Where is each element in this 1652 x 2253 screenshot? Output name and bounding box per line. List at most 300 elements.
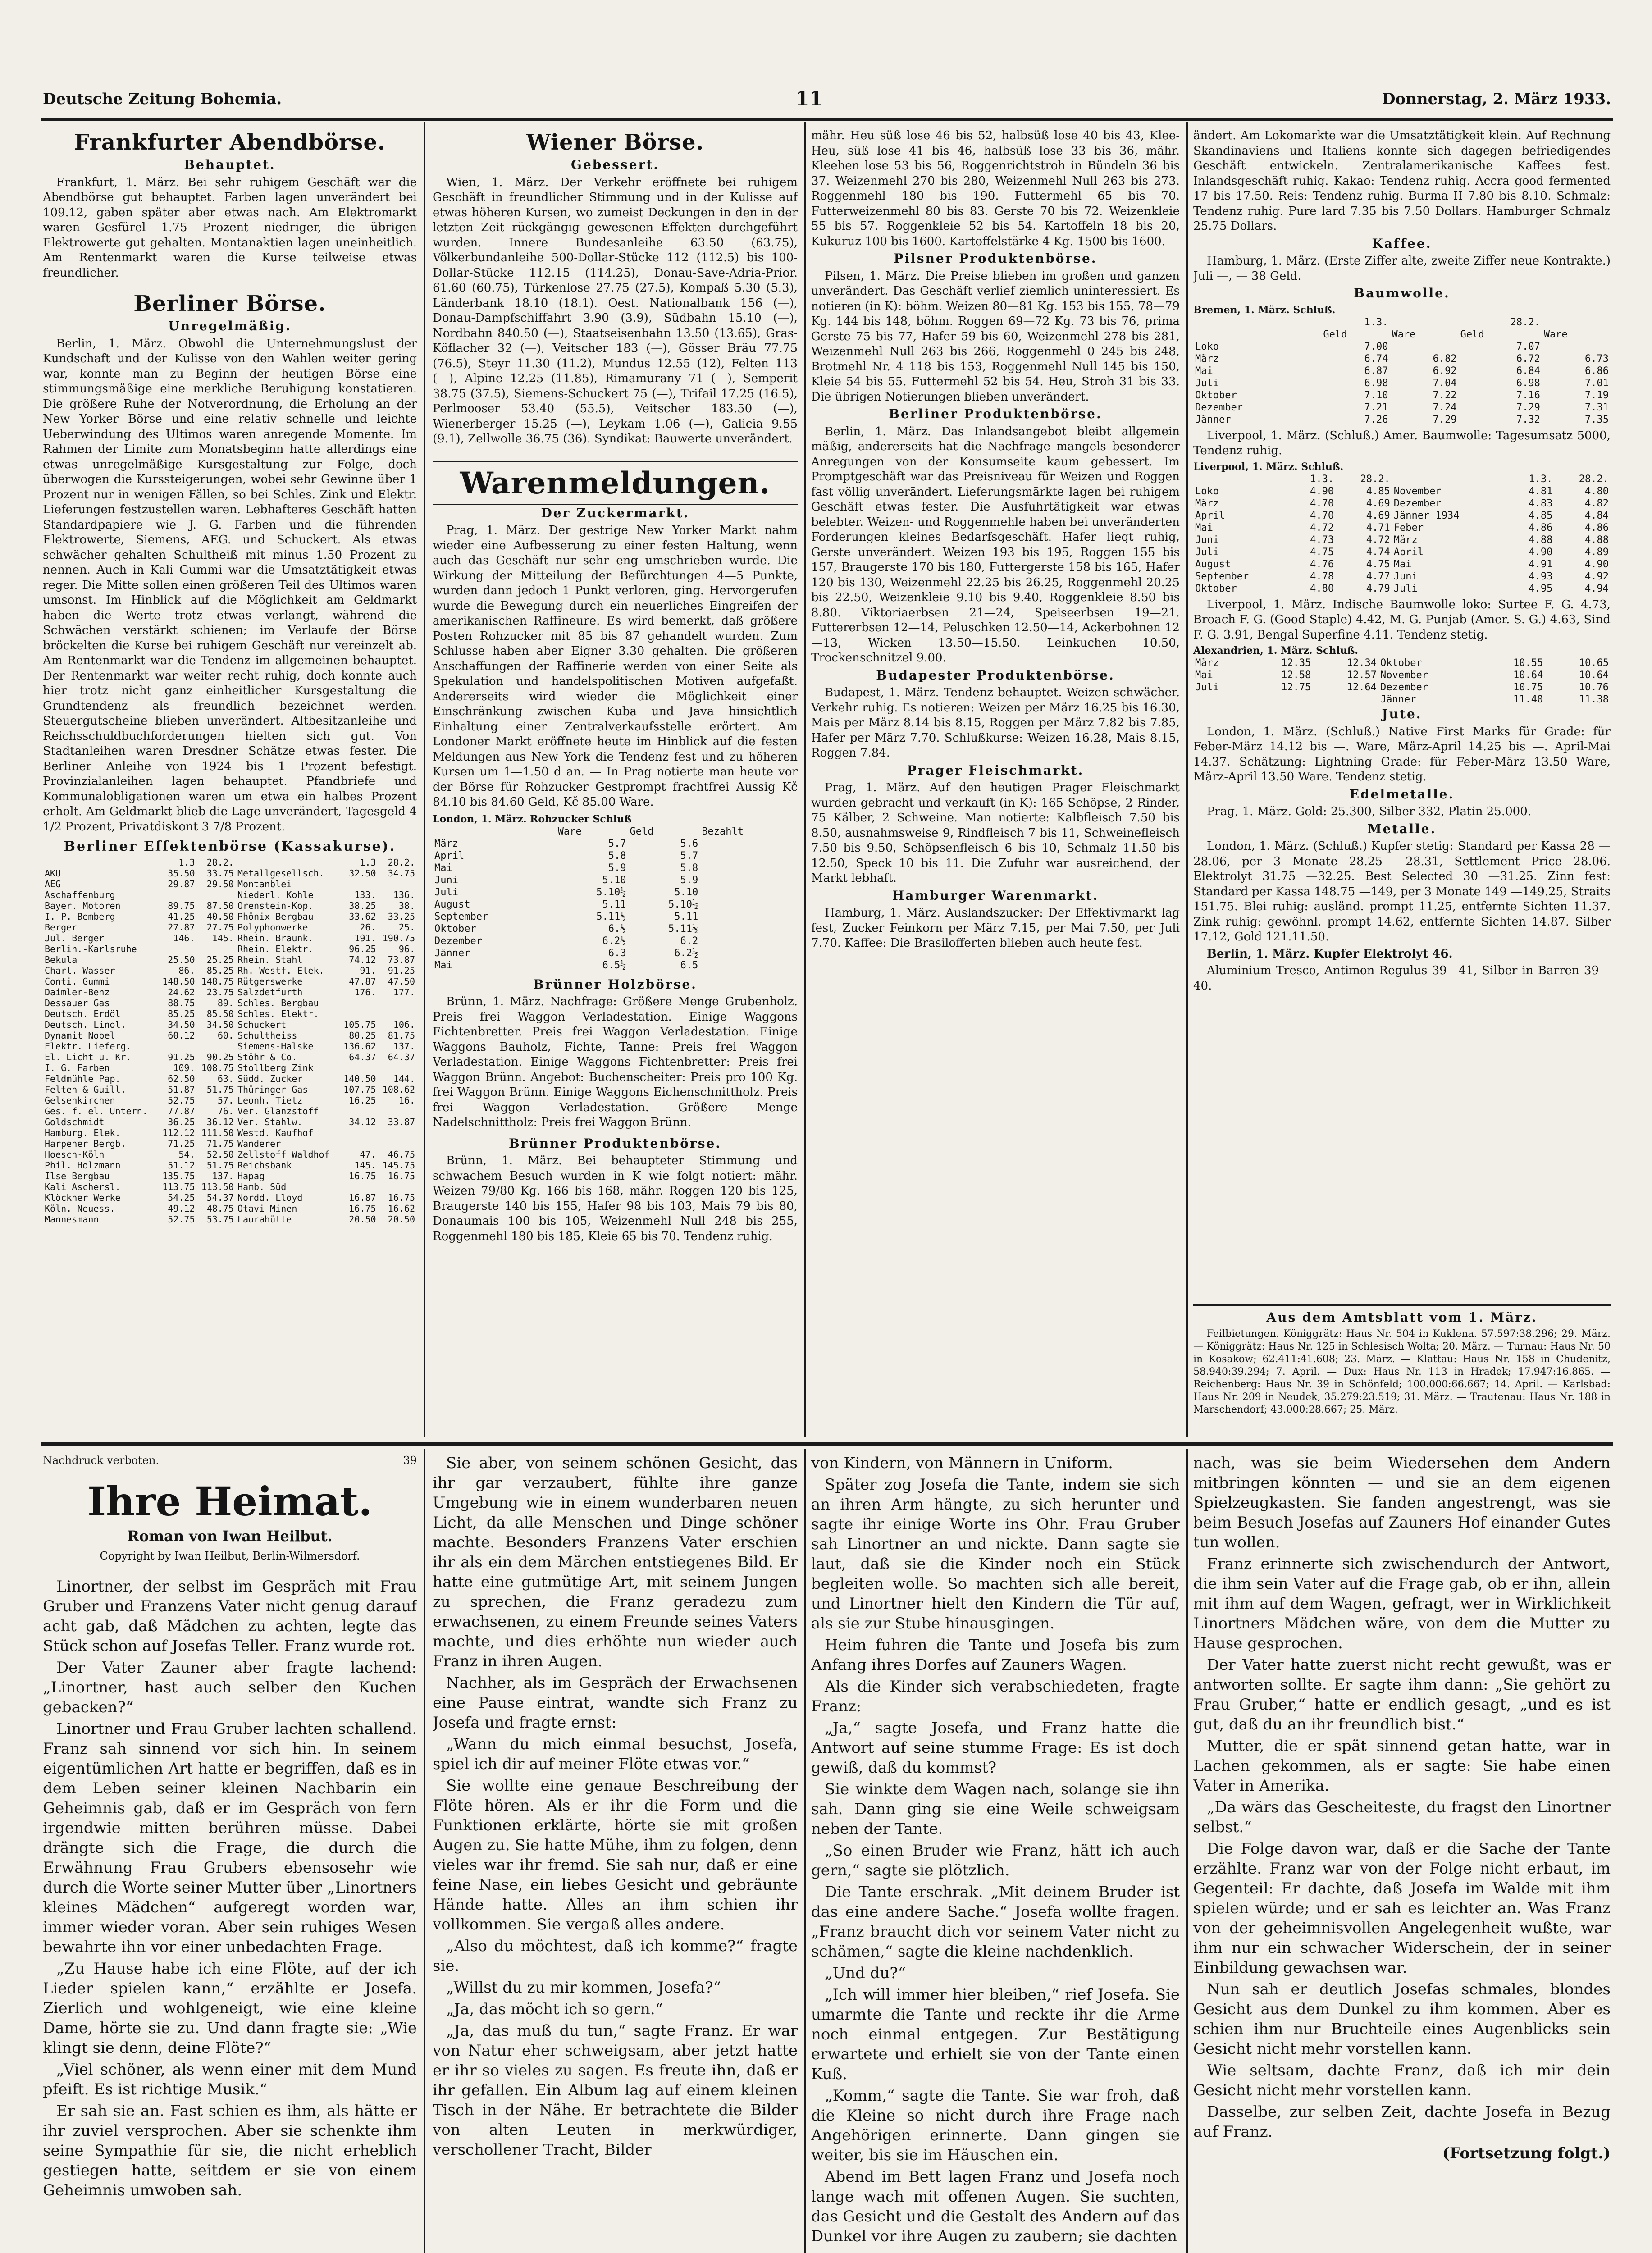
reprint-notice: Nachdruck verboten. (43, 1454, 160, 1467)
table-cell: 57. (217, 1095, 234, 1106)
novel-paragraph: Mutter, die er spät sinnend getan hatte, war in Lachen gekommen, als er sagte: Sie habe einen Vater in Amerika. (1193, 1737, 1611, 1795)
table-cell: Stöhr & Co. (237, 1051, 297, 1063)
table-cell: 7.04 (1433, 377, 1457, 389)
table-cell: 108.75 (201, 1062, 234, 1073)
table-row (43, 922, 417, 933)
table-cell (700, 874, 798, 886)
table-cell: 7.00 (1364, 341, 1388, 352)
table-cell: November (1380, 670, 1428, 681)
table-row (1193, 377, 1611, 389)
table-header-cell: Geld (1323, 328, 1347, 340)
table-cell: 89. (217, 997, 234, 1008)
table-cell: 34.50 (168, 1019, 195, 1030)
novel-paragraph: Abend im Bett lagen Franz und Josefa noch lange wach mit offenen Augen. Sie suchten, das Gesicht und die Gestalt des Andern auf das Dunkel vor ihre Augen zu zaubern; sie dachten (811, 2168, 1180, 2245)
table-cell: 6.73 (1585, 353, 1609, 365)
novel-paragraph: „Und du?“ (825, 1964, 906, 1982)
novel-paragraph: Franz erinnerte sich zwischendurch der Antwort, die ihm sein Vater auf die Frage gab, ob er ihn, allein mit ihm auf dem Wagen, gefragt, wer in Wirklichkeit Linortners Mädchen wäre, von dem die Mutter zu Hause gesprochen. (1193, 1555, 1611, 1652)
table-cell: 91. (360, 965, 376, 976)
table-cell: 7.10 (1364, 389, 1388, 401)
table-cell (1390, 341, 1458, 353)
novel-paragraph: Die Folge davon war, daß er die Sache der Tante erzählte. Franz war von der Folge nicht erbaut, im Gegenteil: Er dachte, daß Josefa im Walde mit ihm spielen würde; und er sah es leichter an. Was Franz von der geheimnisvollen Angelegenheit wußte, war ihm nur ein schwacher Widerschein, der in seiner Einbildung gewachsen war. (1193, 1840, 1611, 1977)
table-cell: Conti. Gummi (45, 976, 110, 987)
table-row (433, 935, 798, 947)
novel-column-1 (43, 1453, 417, 2253)
table-cell: 4.73 (1310, 534, 1334, 546)
table-cell: 10.55 (1513, 657, 1543, 669)
novel-paragraph: Dasselbe, zur selben Zeit, dachte Josefa in Bezug auf Franz. (1193, 2103, 1611, 2141)
table-cell: Dezember (1393, 497, 1442, 509)
table-cell: 54. (178, 1149, 195, 1160)
column-produkten (811, 128, 1180, 1437)
table-row (43, 1106, 417, 1117)
table-row (43, 987, 417, 998)
article-text: ändert. Am Lokomarkte war die Umsatztätigkeit klein. Auf Rechnung Skandinaviens und Italiens konnte sich dagegen befriedigendes Geschäft entwickeln. Zentralamerikanische Kaffees fest. Inlandsgeschäft ruhig. Kakao: Tendenz ruhig. Accra good fermented 17 bis 17.50. Reis: Tendenz ruhig. Burma II 7.80 bis 8.10. Schmalz: Tendenz ruhig. Pure lard 7.35 bis 7.50 Dollars. Hamburger Schmalz 25.75 Dollars. (1193, 129, 1611, 233)
table-cell: 6.3 (608, 947, 626, 959)
table-cell: 96.25 (349, 943, 376, 954)
table-cell: April (434, 850, 465, 862)
table-cell: I. P. Bemberg (45, 911, 115, 922)
issue-date: Donnerstag, 2. März 1933. (1382, 90, 1611, 108)
article-text: London, 1. März. (Schluß.) Kupfer stetig: Standard per Kassa 28 —28.06, per 3 Monate 28.25 —28.31, Settlement Price 28.06. Elektrolyt 31.75 —32.25. Best Selected 30 —31.25. Zinn fest: Standard per Kassa 148.75 —149, per 3 Monate 149 —149.25, Straits 151.75. Blei ruhig: ausländ. prompt 11.25, entfernte Sichten 11.37. Zink ruhig: gewöhnl. prompt 14.62, entfernte Sichten 14.87. Silber 17.12, Gold 121.11.50. (1193, 839, 1611, 944)
table-row (43, 1160, 417, 1171)
table-cell: 111.50 (201, 1127, 234, 1138)
table-cell: 4.80 (1310, 583, 1334, 594)
table-cell: 191. (354, 932, 376, 944)
table-cell: 16.87 (349, 1192, 376, 1203)
table-cell: 25. (398, 921, 415, 933)
article-text: Feilbietungen. Königgrätz: Haus Nr. 504 in Kuklena. 57.597:38.296; 29. März. — Königgrätz: Haus Nr. 125 in Schlesisch Wolta; 20. März. — Turnau: Haus Nr. 50 in Kosakow; 62.411:41.608; 23. März. — Klattau: Haus Nr. 158 in Chudenitz, 58.940:39.294; 7. April. — Dux: Haus Nr. 113 in Hradek; 17.947:16.865. — Reichenberg: Haus Nr. 39 in Schönfeld; 100.000:66.667; 14. April. — Karlsbad: Haus Nr. 209 in Neudek, 35.279:23.519; 31. März. — Trautenau: Haus Nr. 188 in Marschendorf; 43.000:28.667; 25. März. (1193, 1328, 1611, 1415)
table-cell: 16.25 (349, 1095, 376, 1106)
subheading: Brünner Holzbörse. (533, 976, 697, 992)
table-row (43, 889, 417, 900)
table-row (1193, 583, 1611, 595)
table-cell: 33.25 (388, 911, 415, 922)
table-cell (700, 911, 798, 923)
table-cell: Gelsenkirchen (45, 1095, 115, 1106)
table-cell: 48.75 (206, 1203, 234, 1214)
table-cell: 4.86 (1529, 522, 1553, 534)
table-cell (197, 944, 236, 954)
table-cell: 7.31 (1585, 401, 1609, 413)
heading-frankfurt: Frankfurter Abendbörse. (74, 130, 386, 155)
table-header-cell: 28.2. (206, 857, 234, 868)
table-cell: Stollberg Zink (237, 1062, 314, 1073)
table-cell: Jänner (1195, 414, 1231, 425)
table-cell: Rhein. Braunk. (237, 932, 314, 944)
article-text: Hamburg, 1. März. (Erste Ziffer alte, zweite Ziffer neue Kontrakte.) Juli —, — 38 Geld. (1193, 254, 1611, 283)
novel-paragraph: Linortner und Frau Gruber lachten schallend. Franz sah sinnend vor sich hin. In seinem eigentümlichen Art hatte er begriffen, daß es in dem Leben seiner kleinen Nachbarin ein Geheimnis gab, daß er im Gespräch von fern irgendwie mitten berühren müsse. Dabei drängte sich die Frage, die durch die Erwähnung Frau Grubers ebensosehr wie durch die Worte seiner Mutter über „Linortners kleines Mädchen“ aufgeregt worden war, immer wieder voran. Aber sein ruhiges Wesen bewahrte ihn vor einer unbedachten Frage. (43, 1720, 417, 1956)
table-cell (158, 944, 196, 954)
table-cell: 10.75 (1513, 682, 1543, 693)
table-header-cell: Ware (1543, 328, 1568, 340)
table-cell: 6.98 (1516, 377, 1540, 389)
table-cell: 5.10½ (668, 898, 698, 910)
table-cell: El. Licht u. Kr. (45, 1051, 132, 1063)
table-cell: Metallgesellsch. (237, 867, 324, 879)
table-cell: 12.58 (1281, 670, 1311, 681)
column-divider (804, 122, 806, 1437)
table-cell (378, 1138, 417, 1149)
article-text: Berlin, 1. März. Obwohl die Unternehmungslust der Kundschaft und der Kulisse von den Wahlen weiter gering war, konnte man zu Beginn der heutigen Börse eine stimmungsmäßige eine merkliche Beruhigung konstatieren. Die größere Ruhe der Notverordnung, die Erholung an der New Yorker Börse und eine relativ schnelle und leichte Ueberwindung des Ultimos waren anregende Momente. Im Rahmen der Limite zum Monatsbeginn hatte allerdings eine etwas unregelmäßige Kursgestaltung zur Folge, doch überwogen die Kurssteigerungen, wobei sehr Gewinne über 1 Prozent nur in wenigen Fällen, so bei Schles. Zink und Elektr. Lieferungen festzustellen waren. Lebhafteres Geschäft hatten Standardpapiere wie J. G. Farben und die führenden Elektrowerte, Siemens, AEG. und Schuckert. Als etwas schwächer gehalten Schultheiß mit minus 1.50 Prozent zu nennen. Auch in Kali Gummi war die Umsatztätigkeit etwas reger. Die Mitte sollen einen größeren Teil des Ultimos waren umsonst. Im Hinblick auf die Möglichkeit am Geldmarkt haben die Werte trotz etwas verlangt, während die Schwächen verstärkt schienen; im Verlaufe der Börse bröckelten die Kurse bei ruhigem Geschäft nur vereinzelt ab. Am Rentenmarkt war die Tendenz im allgemeinen behauptet. Der Rentenmarkt war weiter recht ruhig, doch konnte auch hier trotz nicht ganz einheitlicher Kursgestaltung die Grundtendenz als freundlich bezeichnet werden. Steuergutscheine blieben unverändert. Altbesitzanleihe und Reichsschuldbuchforderungen hielten sich gut. Von Stadtanleihen waren Dresdner Schätze etwas fester. Die Berliner Anleihe von 1924 bis 1 Prozent befestigt. Provinzialanleihen lagen behauptet. Pfandbriefe und Kommunalobligationen waren um etwa ein halbes Prozent erholt. Am Geldmarkt blieb die Lage unverändert, Tagesgeld 4 1/2 Prozent, Privatdiskont 3 7/8 Prozent. (43, 337, 417, 834)
table-row (1193, 353, 1611, 365)
table-cell: Ges. f. el. Untern. (45, 1105, 148, 1117)
table-cell: August (434, 898, 470, 910)
table-cell: 136.62 (343, 1040, 376, 1052)
table-cell (378, 879, 417, 889)
table-cell: 36.25 (168, 1116, 195, 1127)
table-row (1193, 341, 1611, 353)
table-header-cell: Geld (630, 825, 654, 837)
table-row (43, 944, 417, 954)
subheading: Pilsner Produktenbörse. (894, 251, 1097, 266)
table-cell: Jul. Berger (45, 932, 105, 944)
table-row (1193, 669, 1611, 681)
table-cell: 4.69 (1366, 497, 1390, 509)
article-text: Prag, 1. März. Auf den heutigen Prager Fleischmarkt wurden gebracht und verkauft (in K): 165 Schöpse, 2 Rinder, 75 Kälber, 2 Schweine. Man notierte: Kalbfleisch 7.50 bis 8.50, ausnahmsweise 9, Rindfleisch 7 bis 11, Schweinefleisch 7.50 bis 9.50, Schöpsenfleisch 6 bis 10, Schmalz 11.50 bis 12.50, Speck 10 bis 11. Die Zufuhr war ausreichend, der Markt lebhaft. (811, 781, 1180, 885)
table-row (43, 976, 417, 987)
table-cell: März (1195, 497, 1219, 509)
table-cell: Südd. Zucker (237, 1073, 303, 1084)
bremen-title: Bremen, 1. März. Schluß. (1193, 304, 1336, 316)
table-cell: 145. (354, 1159, 376, 1171)
table-cell: 90.25 (206, 1051, 234, 1063)
table-cell: Westd. Kaufhof (237, 1127, 314, 1138)
table-cell (339, 879, 378, 889)
table-row (433, 947, 798, 959)
table-cell: 60.12 (168, 1030, 195, 1041)
table-cell: Mai (434, 959, 452, 971)
table-cell: 145. (212, 932, 234, 944)
table-row (1193, 365, 1611, 377)
table-cell: 5.9 (680, 874, 698, 886)
novel-paragraph: Wie seltsam, dachte Franz, daß ich mir dein Gesicht nicht mehr vorstellen kann. (1193, 2061, 1611, 2099)
paper-name: Deutsche Zeitung Bohemia. (43, 90, 282, 108)
table-cell: 4.86 (1585, 522, 1609, 534)
table-cell: Juni (1195, 534, 1219, 546)
table-row (43, 1019, 417, 1030)
table-cell: 47.87 (349, 976, 376, 987)
table-cell (700, 886, 798, 898)
subheading: Kaffee. (1372, 236, 1432, 251)
novel-column-2 (433, 1453, 798, 2253)
table-cell: 85.25 (206, 965, 234, 976)
table-cell: 145.75 (382, 1159, 415, 1171)
table-cell: Rhein. Elektr. (237, 943, 314, 954)
table-row (43, 965, 417, 976)
table-cell: 16.75 (349, 1170, 376, 1181)
table-cell: Klöckner Werke (45, 1192, 121, 1203)
section-rule (41, 1442, 1613, 1446)
table-cell: 47. (360, 1149, 376, 1160)
table-cell: 71.25 (168, 1138, 195, 1149)
table-cell: August (1195, 558, 1231, 570)
heading-berlin: Berliner Börse. (133, 291, 326, 316)
table-cell: Felten & Guill. (45, 1084, 126, 1095)
table-row (43, 1138, 417, 1149)
table-cell: Dezember (1380, 682, 1428, 693)
table-row (43, 998, 417, 1008)
table-cell: 85.50 (206, 1008, 234, 1019)
table-cell: 91.25 (168, 1051, 195, 1063)
table-cell: Dezember (434, 935, 482, 947)
table-cell: 34.50 (206, 1019, 234, 1030)
table-cell: 6.84 (1516, 365, 1540, 377)
novel-column-3 (811, 1453, 1180, 2253)
table-cell: 11.38 (1579, 694, 1609, 705)
table-cell: 6.87 (1364, 365, 1388, 377)
table-cell: 6.86 (1585, 365, 1609, 377)
article-text: Liverpool, 1. März. (Schluß.) Amer. Baumwolle: Tagesumsatz 5000, Tendenz ruhig. (1193, 429, 1611, 457)
table-cell: Bayer. Motoren (45, 900, 121, 911)
table-cell: Deutsch. Linol. (45, 1019, 126, 1030)
table-cell: 4.93 (1529, 570, 1553, 582)
masthead-rule (41, 118, 1613, 121)
table-cell: Schles. Bergbau (237, 997, 319, 1008)
table-cell: 88.75 (168, 997, 195, 1008)
table-cell: Polyphonwerke (237, 921, 308, 933)
table-cell: 12.64 (1346, 682, 1377, 693)
subheading: Hamburger Warenmarkt. (892, 888, 1099, 903)
table-cell: April (1195, 510, 1225, 521)
table-row (43, 1063, 417, 1073)
table-cell: 6.74 (1364, 353, 1388, 365)
table-cell: 5.6 (680, 838, 698, 849)
table-row (1193, 546, 1611, 558)
table-header-cell: 28.2. (1360, 473, 1390, 485)
table-cell: Otavi Minen (237, 1203, 297, 1214)
subheading: Brünner Produktenbörse. (508, 1136, 722, 1151)
column-frankfurt-berlin (43, 128, 417, 1437)
table-cell: Mannesmann (45, 1213, 99, 1225)
table-cell: Hapag (237, 1170, 265, 1181)
novel-author: Roman von Iwan Heilbut. (127, 1528, 333, 1545)
table-cell (339, 998, 378, 1008)
table-row (433, 838, 798, 850)
table-cell (339, 1127, 378, 1138)
table-cell: Ver. Glanzstoff (237, 1105, 319, 1117)
liverpool-table (1193, 473, 1611, 595)
london-sugar-table (433, 825, 798, 971)
article-text: Wien, 1. März. Der Verkehr eröffnete bei ruhigem Geschäft in freundlicher Stimmung und in der Kulisse auf etwas höheren Kursen, wo zumeist Deckungen in den in der letzten Zeit rückgängig gewesenen Effekten durchgeführt wurden. Innere Bundesanleihe 63.50 (63.75), Völkerbundanleihe 500-Dollar-Stücke 112 (112.5) bis 100-Dollar-Stücke 112.15 (114.25), Donau-Save-Adria-Prior. 61.60 (60.75), Türkenlose 27.75 (27.5), Kompaß 5.30 (5.3), Länderbank 18.10 (18.1). Oest. Nationalbank 156 (—), Donau-Dampfschiffahrt 3.90 (3.9), Südbahn 15.10 (—), Nordbahn 840.50 (—), Staatseisenbahn 13.50 (13.65), Gras-Köflacher 32 (—), Veitscher 183 (—), Gösser Bräu 77.75 (76.5), Steyr 11.30 (11.2), Mundus 12.55 (12), Felten 113 (—), Alpine 12.25 (11.85), Rimamurany 71 (—), Semperit 38.75 (37.5), Siemens-Schuckert 75 (—), Trifail 17.25 (16.5), Perlmooser 53.40 (55.5), Veitscher 183.50 (—), Wienerberger 15.25 (—), Leykam 1.06 (—), Galicia 9.55 (9.1), Zellwolle 36.75 (36). Syndikat: Bauwerte unverändert. (433, 175, 798, 446)
novel-paragraph: Linortner, der selbst im Gespräch mit Frau Gruber und Franzens Vater nicht genug darauf acht gab, daß Mädchen zu achten, legte das Stück schon auf Josefas Teller. Franz wurde rot. (43, 1578, 417, 1655)
table-cell: 146. (173, 932, 195, 944)
table-cell: 53.75 (206, 1213, 234, 1225)
heading-warenmeldungen: Warenmeldungen. (433, 461, 798, 505)
table-cell: Laurahütte (237, 1213, 292, 1225)
subheading: Unregelmäßig. (168, 319, 292, 333)
table-cell: 6.½ (608, 923, 626, 935)
article-text: Aluminium Tresco, Antimon Regulus 39—41, Silber in Barren 39—40. (1193, 964, 1611, 993)
table-cell: 6.72 (1516, 353, 1540, 365)
table-cell: 52.75 (168, 1213, 195, 1225)
liverpool-title: Liverpool, 1. März. Schluß. (1193, 461, 1344, 473)
table-cell: 16.75 (388, 1170, 415, 1181)
table-cell: 36.12 (206, 1116, 234, 1127)
table-header-cell: 1.3. (1529, 473, 1553, 485)
table-cell: 29.50 (206, 878, 234, 889)
table-cell: 137. (393, 1040, 415, 1052)
table-cell: 6.5 (680, 959, 698, 971)
table-cell: 106. (393, 1019, 415, 1030)
table-cell: Ver. Stahlw. (237, 1116, 303, 1127)
novel-paragraph: Der Vater hatte zuerst nicht recht gewußt, was er antworten sollte. Er sagte ihm dann: „Sie gehört zu Frau Gruber,“ hatte er endlich gesagt, „und es ist gut, daß du an ihr freundlich bist.“ (1193, 1656, 1611, 1733)
table-row (43, 1181, 417, 1192)
table-cell: 5.10 (602, 874, 626, 886)
table-cell: 5.10 (674, 886, 698, 898)
table-row (43, 900, 417, 911)
table-header-cell (236, 857, 339, 868)
table-cell: 4.71 (1366, 522, 1390, 534)
table-cell: 60. (217, 1030, 234, 1041)
heading-wien: Wiener Börse. (526, 130, 704, 155)
table-cell: Juli (434, 886, 458, 898)
table-cell: 91.25 (388, 965, 415, 976)
subheading: Budapester Produktenbörse. (876, 667, 1115, 683)
table-header-cell (1193, 328, 1321, 341)
table-row (43, 1008, 417, 1019)
table-header-cell (1193, 316, 1321, 328)
table-cell: 64.37 (388, 1051, 415, 1063)
table-cell: Hamb. Süd (237, 1181, 287, 1192)
table-cell: 11.40 (1513, 694, 1543, 705)
table-cell: 4.82 (1585, 497, 1609, 509)
table-cell: Juli (1195, 682, 1219, 693)
table-cell: Reichsbank (237, 1159, 292, 1171)
table-cell: 5.11½ (668, 923, 698, 935)
table-cell: 33.75 (206, 867, 234, 879)
table-cell: 4.78 (1310, 570, 1334, 582)
table-cell: 12.34 (1346, 657, 1377, 669)
table-cell: Rhein. Stahl (237, 954, 303, 965)
table-cell: Schultheiss (237, 1030, 297, 1041)
table-header-cell (43, 857, 158, 868)
novel-paragraph: „Also du möchtest, daß ich komme?“ fragte sie. (433, 1937, 798, 1975)
table-cell: 7.01 (1585, 377, 1609, 389)
article-text: Brünn, 1. März. Bei behaupteter Stimmung und schwachem Besuch wurden in K wie folgt notiert: mähr. Weizen 79/80 Kg. 166 bis 168, mähr. Roggen 120 bis 125, Braugerste 140 bis 155, Hafer 98 bis 103, Mais 79 bis 80, Donaumais 100 bis 105, Weizenmehl Null 248 bis 255, Roggenmehl 180 bis 185, Kleie 65 bis 70. Tendenz ruhig. (433, 1154, 798, 1243)
table-cell: April (1393, 546, 1424, 558)
table-cell (197, 1041, 236, 1052)
subheading: Edelmetalle. (1349, 786, 1455, 802)
table-cell (700, 838, 798, 850)
table-cell: 41.25 (168, 911, 195, 922)
table-cell: Siemens-Halske (237, 1040, 314, 1052)
subheading: Gebessert. (571, 157, 659, 172)
table-cell: 109. (173, 1062, 195, 1073)
novel-paragraph: „Willst du zu mir kommen, Josefa?“ (446, 1979, 721, 1997)
table-cell: Berlin.-Karlsruhe (45, 943, 137, 954)
page-number: 11 (795, 87, 823, 110)
table-cell: Salzdetfurth (237, 986, 303, 998)
subheading: Jute. (1382, 707, 1422, 721)
table-cell: 74.12 (349, 954, 376, 965)
table-cell (339, 1008, 378, 1019)
table-header-cell (1193, 473, 1290, 485)
table-cell: Thüringer Gas (237, 1084, 308, 1095)
table-cell: Bekula (45, 954, 78, 965)
table-cell: 10.76 (1579, 682, 1609, 693)
table-cell: Dessauer Gas (45, 997, 110, 1008)
table-cell: 107.75 (343, 1084, 376, 1095)
table-cell: 51.75 (206, 1084, 234, 1095)
table-cell: 35.50 (168, 867, 195, 879)
table-cell: September (434, 911, 488, 922)
subheading: Behauptet. (184, 157, 276, 172)
novel-paragraph: Sie aber, von seinem schönen Gesicht, das ihr gar verzaubert, fühlte ihre ganze Umgebung wie in einem wunderbaren neuen Licht, da alle Menschen und Dinge schöner machte. Besonders Franzens Vater erschien ihr als ein dem Märchen entstiegenes Bild. Er hatte eine gutmütige Art, mit seinem Jungen zu sprechen, die Franz geradezu zum erwachsenen, zu einem Freunde seines Vaters machte, und dies erhöhte nun wieder auch Franz in ihren Augen. (433, 1454, 798, 1670)
table-cell: 62.50 (168, 1073, 195, 1084)
table-cell (700, 862, 798, 874)
table-cell: Hamburg. Elek. (45, 1127, 121, 1138)
table-row (43, 1192, 417, 1203)
novel-paragraph: „Ja, das muß du tun,“ sagte Franz. Er war von Natur eher schweigsam, aber jetzt hatte er ihr so vieles zu sagen. Es freute ihn, daß er ihr gefallen. Ein Album lag auf einem kleinen Tisch in der Nähe. Er betrachtete die Bilder von alten Leuten in merkwürdiger, verschollener Tracht, Bilder (433, 2022, 798, 2159)
table-row (43, 1117, 417, 1127)
table-cell: 144. (393, 1073, 415, 1084)
novel-paragraph: „Komm,“ sagte die Tante. Sie war froh, daß die Kleine so nicht durch ihre Frage nach Angehörigen erinnerte. Dann gingen sie weiter, bis sie im Häuschen ein. (811, 2087, 1180, 2164)
table-row (1193, 497, 1611, 510)
novel-paragraph: Die Tante erschrak. „Mit deinem Bruder ist das eine andere Sache.“ Josefa wollte fragen. „Franz braucht dich vor seinem Vater nicht zu schämen,“ sagte die kleine nachdenklich. (811, 1883, 1180, 1961)
table-cell: 20.50 (349, 1213, 376, 1225)
table-cell: 4.75 (1366, 558, 1390, 570)
table-row (1193, 401, 1611, 414)
table-cell: 4.89 (1585, 546, 1609, 558)
table-cell: 7.26 (1364, 414, 1388, 425)
table-cell: AEG (45, 878, 61, 889)
table-cell: Dynamit Nobel (45, 1030, 115, 1041)
table-cell: 51.75 (206, 1159, 234, 1171)
table-cell: 4.81 (1529, 485, 1553, 497)
table-cell: 4.92 (1585, 570, 1609, 582)
table-cell (700, 850, 798, 862)
alexandria-table (1193, 657, 1611, 706)
table-row (43, 1095, 417, 1106)
table-cell: 4.76 (1310, 558, 1334, 570)
table-cell: 6.92 (1433, 365, 1457, 377)
table-cell: Feber (1393, 522, 1424, 534)
amtsblatt-rule (1193, 1304, 1611, 1306)
table-cell: 6.82 (1433, 353, 1457, 365)
table-cell: 5.11 (602, 898, 626, 910)
effekten-title: Berliner Effektenbörse (Kassakurse). (64, 839, 396, 854)
table-cell: 5.10½ (596, 886, 626, 898)
article-text: Prag, 1. März. Der gestrige New Yorker Markt nahm wieder eine Aufbesserung zu einer festen Haltung, wenn auch das Geschäft nur sehr eng umschrieben wurde. Die Wirkung der Mitteilung der Befürchtungen 4—5 Punkte, wurden dann jedoch 1 Punkt verloren, ging. Hervorgerufen wurde die Bewegung durch ein neuerliches Eingreifen der amerikanischen Raffineure. Es wird bemerkt, daß größere Posten Rohzucker mit 85 bis 87 gehandelt wurden. Zum Schlusse haben aber Eigner 3.30 gehalten. Die größeren Anschaffungen der Raffinerie werden von einer Seite als Spekulation und handelspolitischen Motiven aufgefaßt. Andererseits wird wieder die Möglichkeit einer Einschränkung zwischen Kuba und Java hinsichtlich Einhaltung einer Zentralverkaufsstelle erörtert. Am Londoner Markt eröffnete heute im Hinblick auf die festen Meldungen aus New York die Tendenz fest und zu höheren Kursen um 1—1.50 d an. — In Prag notierte man heute vor der Börse für Rohzucker Gestprompt frachtfrei Aussig Kč 84.10 bis 84.60 Geld, Kč 85.00 Ware. (433, 524, 798, 809)
table-row (43, 911, 417, 922)
table-cell: 5.8 (608, 850, 626, 862)
table-cell: 113.75 (162, 1181, 195, 1192)
article-text: Hamburg, 1. März. Auslandszucker: Der Effektivmarkt lag fest, Zucker Feinkorn per März 7.15, per Mai 7.50, per Juli 7.70. Kaffee: Die Brasilofferten blieben auch heute fest. (811, 906, 1180, 950)
table-cell: 26. (360, 921, 376, 933)
table-cell: 4.90 (1310, 485, 1334, 497)
table-cell: 20.50 (388, 1213, 415, 1225)
table-cell: 4.90 (1529, 546, 1553, 558)
table-cell: Köln.-Neuess. (45, 1203, 115, 1214)
table-cell: 105.75 (343, 1019, 376, 1030)
table-cell: 33.62 (349, 911, 376, 922)
table-cell: Phönix Bergbau (237, 911, 314, 922)
table-cell: Juli (1195, 377, 1219, 389)
table-cell: 51.87 (168, 1084, 195, 1095)
table-cell: 77.87 (168, 1105, 195, 1117)
table-cell: 27.87 (168, 921, 195, 933)
table-cell: 96. (398, 943, 415, 954)
table-cell: 7.16 (1516, 389, 1540, 401)
table-cell: 27.75 (206, 921, 234, 933)
novel-paragraph: „Viel schöner, als wenn einer mit dem Mund pfeift. Es ist richtige Musik.“ (43, 2061, 417, 2098)
table-header-cell: 1.3 (360, 857, 376, 868)
table-cell: 34.12 (349, 1116, 376, 1127)
table-header-cell: 28.2. (388, 857, 415, 868)
table-row (433, 911, 798, 923)
table-header-cell: Geld (1460, 328, 1484, 340)
table-row (1193, 389, 1611, 401)
